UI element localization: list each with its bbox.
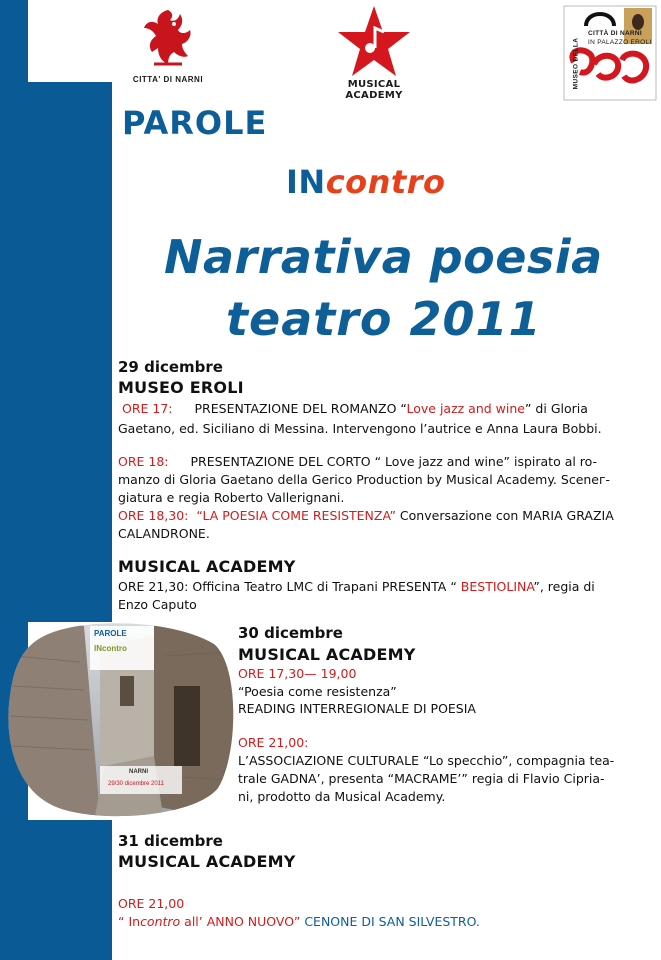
photo-label-dates: 29/30 dicembre 2011 <box>108 781 164 787</box>
title-in: IN <box>286 163 326 201</box>
day2-event2-line3: ni, prodotto da Musical Academy. <box>238 789 446 804</box>
day3-event1-italic: contro <box>140 914 181 929</box>
day1-venue-musical: MUSICAL ACADEMY <box>118 557 296 576</box>
day1-event2 <box>118 453 658 471</box>
left-blue-panel-bottom <box>0 820 112 960</box>
day1-event1-author: ” di Gloria <box>524 401 588 416</box>
day1-event1 <box>122 400 657 418</box>
day2-venue: MUSICAL ACADEMY <box>238 645 416 664</box>
griffin-icon <box>138 6 198 68</box>
day3-venue: MUSICAL ACADEMY <box>118 852 296 871</box>
day2-event1-line1: “Poesia come resistenza” <box>238 684 397 699</box>
day1-event1-time: ORE 17: <box>122 401 173 416</box>
museo-della-citta-logo <box>560 2 660 102</box>
day2-event2-time: ORE 21,00: <box>238 735 309 750</box>
day1-event4 <box>118 578 658 596</box>
citta-caption: CITTA' DI NARNI <box>132 75 204 84</box>
event-photo <box>4 616 236 822</box>
day3-event1-b: all’ ANNO NUOVO” <box>180 914 301 929</box>
museo-line1: CITTÀ DI NARNI <box>588 30 643 37</box>
title-contro: contro <box>325 163 446 201</box>
day2-date: 30 dicembre <box>238 624 343 642</box>
day1-event2-time: ORE 18: <box>118 454 169 469</box>
day1-venue-museo: MUSEO EROLI <box>118 378 244 397</box>
day1-date: 29 dicembre <box>118 358 223 376</box>
day2-event2-line1: L’ASSOCIAZIONE CULTURALE “Lo specchio”, compagnia tea- <box>238 753 615 768</box>
day3-event1 <box>118 913 658 931</box>
day3-event1-time: ORE 21,00 <box>118 896 185 911</box>
day1-event3-title: “LA POESIA COME RESISTENZA” <box>196 508 396 523</box>
citta-di-narni-logo <box>128 6 208 84</box>
day1-event4-director: ”, regia di <box>533 579 595 594</box>
day3-event1-c: CENONE DI SAN SILVESTRO. <box>300 914 480 929</box>
musical-academy-logo <box>318 4 430 101</box>
day1-event4-title: BESTIOLINA <box>460 579 534 594</box>
photo-label-incontro: INcontro <box>94 644 127 653</box>
day2-event2-line2: trale GADNA’, presenta “MACRAME’” regia di Flavio Cipria- <box>238 771 605 786</box>
headline-line1: Narrativa poesia <box>164 230 603 284</box>
day1-event4-line2: Enzo Caputo <box>118 597 197 612</box>
headline-line2: teatro 2011 <box>226 292 542 346</box>
day1-event1-text: PRESENTAZIONE DEL ROMANZO “ <box>194 401 407 416</box>
musical-caption: MUSICAL ACADEMY <box>345 79 403 101</box>
day1-event2-line1: PRESENTAZIONE DEL CORTO “ Love jazz and wine” ispirato al ro- <box>190 454 598 469</box>
day1-event3-time: ORE 18,30: <box>118 508 189 523</box>
day1-event3 <box>118 507 658 525</box>
left-blue-panel <box>0 82 112 622</box>
day1-event4-text: ORE 21,30: Officina Teatro LMC di Trapani PRESENTA “ <box>118 579 461 594</box>
day1-event2-line3: giatura e regia Roberto Vallerignani. <box>118 490 345 505</box>
photo-label-narni: NARNI <box>129 769 148 775</box>
day1-event2-line2: manzo di Gloria Gaetano della Gerico Production by Musical Academy. Scenег- <box>118 472 611 487</box>
day1-event3-text: Conversazione con MARIA GRAZIA <box>395 508 614 523</box>
day2-event1-time: ORE 17,30— 19,00 <box>238 666 357 681</box>
day3-event1-a: “ In <box>118 914 141 929</box>
title-parole: PAROLE <box>122 104 268 142</box>
photo-label-parole: PAROLE <box>94 629 127 638</box>
day2-event1-line2: READING INTERREGIONALE DI POESIA <box>238 701 476 716</box>
day1-event3-line2: CALANDRONE. <box>118 526 210 541</box>
day1-event1-title: Love jazz and wine <box>406 401 525 416</box>
museo-line2: IN PALAZZO EROLI <box>588 39 652 46</box>
title-incontro <box>286 163 445 201</box>
red-star-icon <box>338 4 410 82</box>
museo-vertical-label: MUSEO DELLA <box>572 37 580 90</box>
day1-event1-line2: Gaetano, ed. Siciliano di Messina. Intervengono l’autrice e Anna Laura Bobbi. <box>118 421 602 436</box>
day3-date: 31 dicembre <box>118 832 223 850</box>
